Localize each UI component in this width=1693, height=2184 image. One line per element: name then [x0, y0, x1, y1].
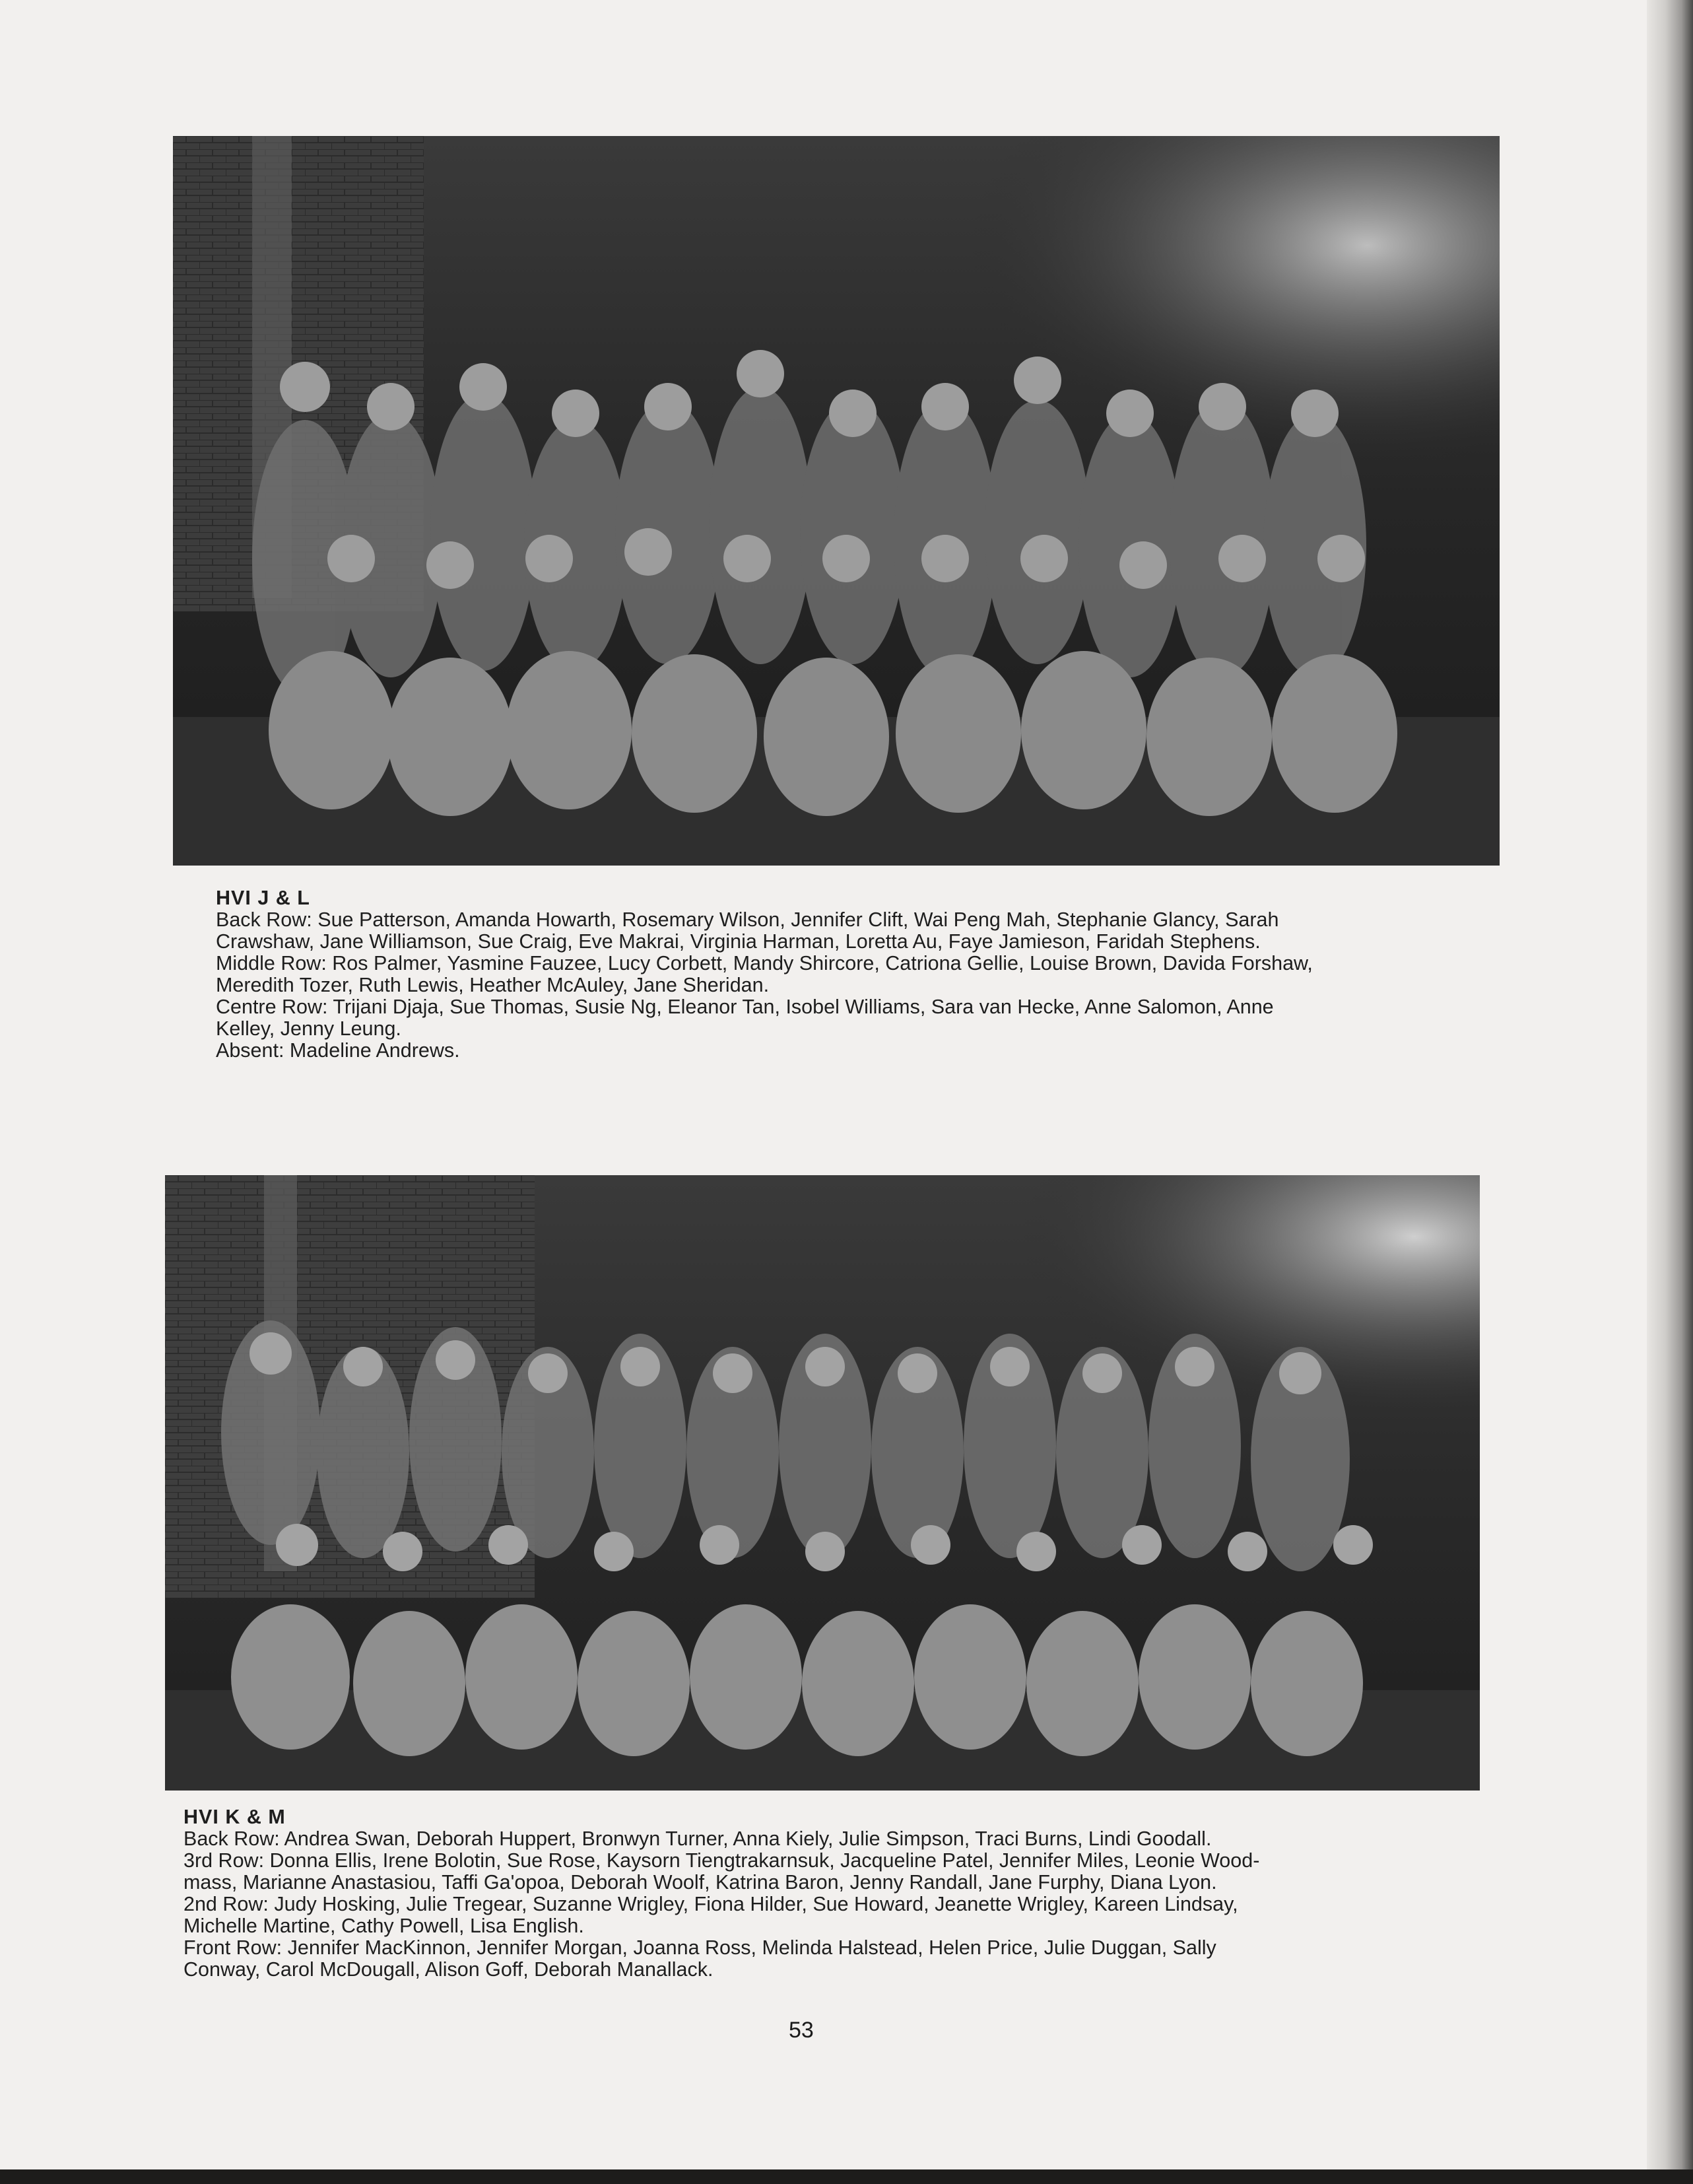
caption-row: 2nd Row: Judy Hosking, Julie Tregear, Suzanne Wrigley, Fiona Hilder, Sue Howard, Jeanette Wrigley, Kareen Lindsay, [183, 1893, 1238, 1915]
caption-row: Absent: Madeline Andrews. [216, 1039, 460, 1062]
caption-row: Meredith Tozer, Ruth Lewis, Heather McAuley, Jane Sheridan. [216, 974, 770, 996]
page-number: 53 [789, 2018, 814, 2043]
caption-row: mass, Marianne Anastasiou, Taffi Ga'opoa, Deborah Woolf, Katrina Baron, Jenny Randall, Jane Furphy, Diana Lyon. [183, 1871, 1217, 1894]
caption-row: 3rd Row: Donna Ellis, Irene Bolotin, Sue Rose, Kaysorn Tiengtrakarnsuk, Jacqueline Patel, Jennifer Miles, Leonie Wood- [183, 1849, 1260, 1872]
caption-row: Kelley, Jenny Leung. [216, 1017, 401, 1040]
page-binding-edge [1647, 0, 1693, 2184]
caption-row: Front Row: Jennifer MacKinnon, Jennifer Morgan, Joanna Ross, Melinda Halstead, Helen Price, Julie Duggan, Sally [183, 1936, 1216, 1959]
class-photo-hvi-j-l [173, 136, 1500, 866]
caption-row: Crawshaw, Jane Williamson, Sue Craig, Eve Makrai, Virginia Harman, Loretta Au, Faye Jamieson, Faridah Stephens. [216, 930, 1261, 953]
class-photo-hvi-k-m-image [165, 1175, 1480, 1791]
caption-row: Centre Row: Trijani Djaja, Sue Thomas, Susie Ng, Eleanor Tan, Isobel Williams, Sara van Hecke, Anne Salomon, Anne [216, 996, 1274, 1018]
caption-row: Middle Row: Ros Palmer, Yasmine Fauzee, Lucy Corbett, Mandy Shircore, Catriona Gellie, Louise Brown, Davida Forshaw, [216, 952, 1313, 974]
caption-row: Michelle Martine, Cathy Powell, Lisa English. [183, 1915, 584, 1937]
caption-row: Back Row: Andrea Swan, Deborah Huppert, Bronwyn Turner, Anna Kiely, Julie Simpson, Traci Burns, Lindi Goodall. [183, 1827, 1212, 1850]
class-photo-hvi-j-l-image [173, 136, 1500, 866]
caption-row: Conway, Carol McDougall, Alison Goff, Deborah Manallack. [183, 1958, 714, 1981]
caption-title: HVI K & M [183, 1806, 286, 1828]
class-photo-hvi-k-m [165, 1175, 1480, 1791]
caption-hvi-k-m [183, 1806, 1424, 1981]
page-bottom-edge [0, 2169, 1693, 2184]
caption-hvi-j-l [216, 887, 1457, 1062]
caption-row: Back Row: Sue Patterson, Amanda Howarth, Rosemary Wilson, Jennifer Clift, Wai Peng Mah, Stephanie Glancy, Sarah [216, 908, 1279, 931]
caption-title: HVI J & L [216, 887, 310, 909]
